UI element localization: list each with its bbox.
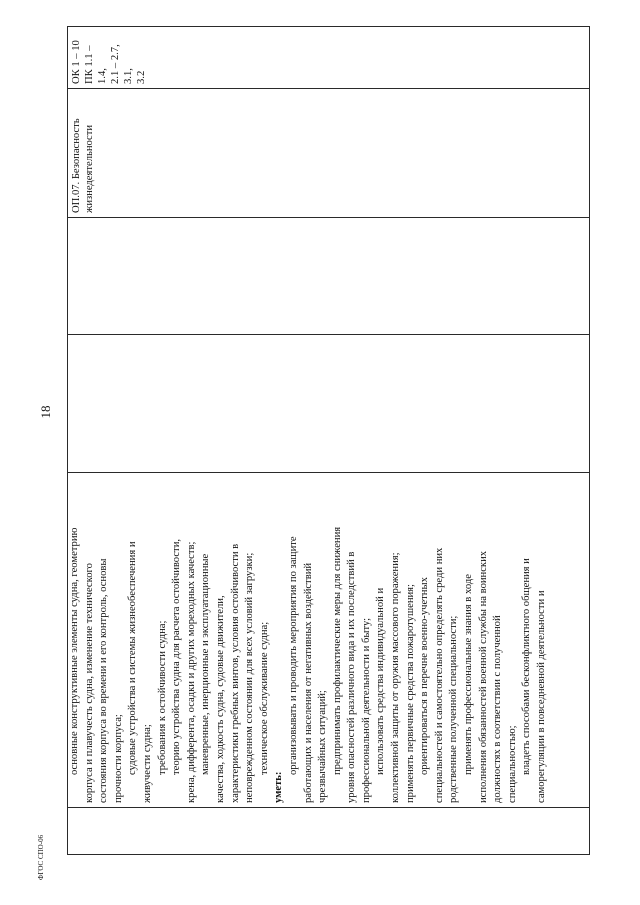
hours-class-cell <box>68 218 590 335</box>
skill-line: ориентироваться в перечне военно-учетных <box>419 577 431 775</box>
skill-line: прочности корпуса; <box>112 714 124 803</box>
discipline-name: ОП.07. Безопасность жизнедеятельности <box>71 118 95 213</box>
rotated-table-container <box>67 27 589 855</box>
skill-line: исполнения обязанностей военной службы на воинских <box>477 550 489 803</box>
skill-line: основные конструктивные элементы судна, геометрию <box>69 527 80 775</box>
skill-line: крена, дифферента, осадки и других мореходных качеств; <box>185 541 197 803</box>
skill-line: неповрежденном состоянии для всех условий загрузки; <box>244 552 256 803</box>
skill-line: теорию устройства судна для расчета остойчивости, <box>171 538 183 775</box>
skill-line: качества, ходкость судна, судовые движители, <box>214 595 226 803</box>
skill-line: уровня опасностей различного вида и их последствий в <box>346 551 358 803</box>
footer-code: ФГОС СПО-06 <box>37 834 45 880</box>
discipline-cell <box>68 89 590 218</box>
competencies-text <box>70 31 148 84</box>
index-cell <box>68 808 590 855</box>
skill-line: коллективной защиты от оружия массового поражения; <box>390 552 402 803</box>
skill-line: использовать средства индивидуальной и <box>375 587 387 775</box>
skill-line: применять профессиональные знания в ходе <box>463 574 475 775</box>
skill-line: владеть способами бесконфликтного общения и <box>521 558 533 775</box>
skill-line: работающих и населения от негативных воздействий <box>302 562 314 803</box>
competency-line: 2.1 – 2.7, 3.1, <box>110 44 134 84</box>
skill-line: предпринимать профилактические меры для снижения <box>331 526 343 775</box>
curriculum-table <box>67 26 590 855</box>
hours-max-cell <box>68 335 590 473</box>
skill-line: корпуса и плавучесть судна, изменение технического <box>83 563 95 803</box>
skill-line: специальностей и самостоятельно определять среди них <box>433 547 445 803</box>
skill-line: применять первичные средства пожаротушения; <box>404 584 416 803</box>
skill-line: характеристики гребных винтов, условия остойчивости в <box>229 543 241 803</box>
competency-line: ПК 1.1 – 1.4, <box>84 45 108 84</box>
skills-cell <box>68 473 590 808</box>
skill-line: саморегуляции в повседневной деятельности и <box>536 590 547 803</box>
skill-line: профессиональной деятельности и быту; <box>360 617 372 803</box>
competency-line: 3.2 <box>136 70 147 84</box>
skill-line: техническое обслуживание судна; <box>258 621 270 775</box>
page-number: 18 <box>38 405 53 419</box>
skill-line: специальностью; <box>506 725 518 803</box>
skill-line: состояния корпуса во времени и его контроль, основы <box>98 558 110 803</box>
skill-line: уметь: <box>273 771 285 803</box>
skill-line: маневренные, инерционные и эксплуатационные <box>200 553 212 775</box>
skill-line: должностях в соответствии с полученной <box>492 615 504 803</box>
skill-line: организовывать и проводить мероприятия по защите <box>287 536 299 775</box>
skill-line: судовые устройства и системы жизнеобеспечения и <box>127 541 139 775</box>
competencies-cell <box>68 27 590 89</box>
skill-line: родственные полученной специальности; <box>448 615 460 803</box>
skill-line: живучести судна; <box>141 724 153 803</box>
skill-line: чрезвычайных ситуаций; <box>317 690 329 803</box>
skill-line: требования к остойчивости судна; <box>156 620 168 775</box>
competency-line: ОК 1 – 10 <box>71 40 82 84</box>
skills-text <box>68 477 550 803</box>
